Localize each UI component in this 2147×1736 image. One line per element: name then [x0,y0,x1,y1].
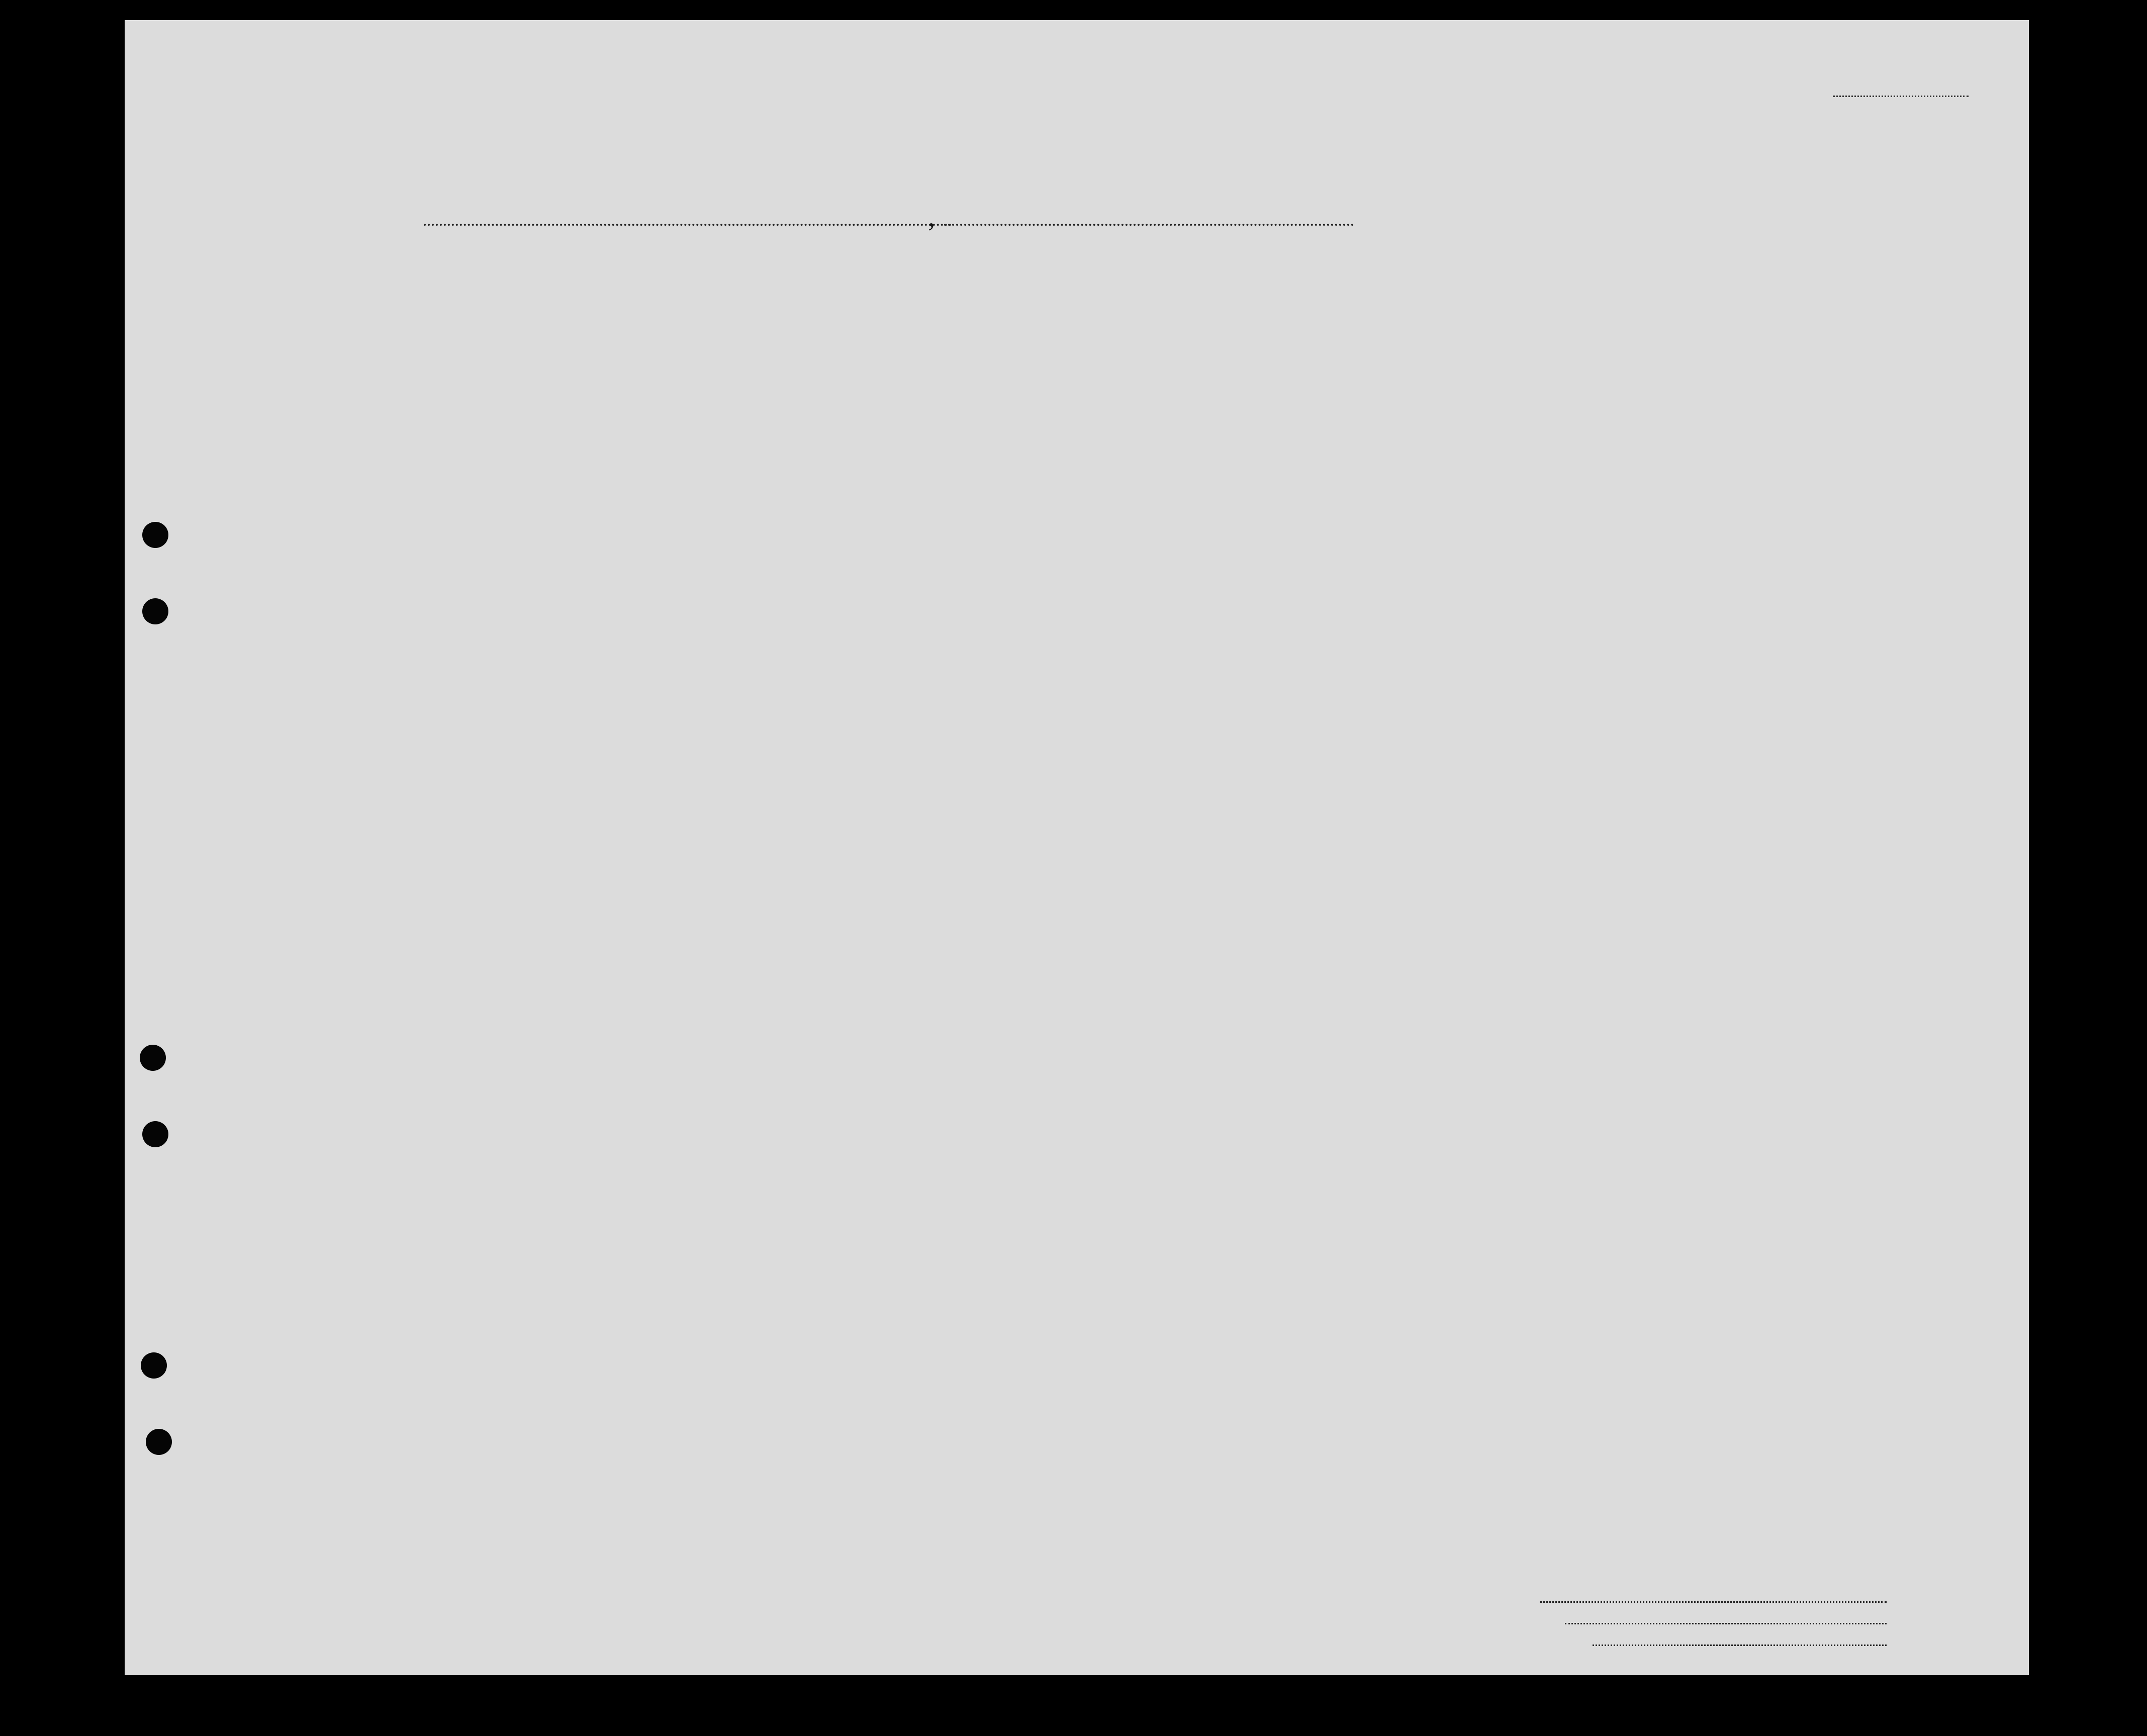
col-25-header [1533,312,1575,417]
punch-hole [142,1121,168,1147]
owners-underline [1565,1623,1887,1624]
punch-hole [142,522,168,548]
punch-hole [141,1352,167,1379]
col-29-header [1684,312,1710,417]
col-28-header [1634,312,1680,417]
col-24-b [1468,334,1498,417]
col-24-c [1499,334,1529,417]
col-24-a [1425,334,1467,417]
line-underline [1540,1601,1887,1603]
punch-hole [146,1429,172,1455]
manifest-sheet [125,20,2029,1675]
comma-1: , [928,202,935,233]
local-agents-underline [1593,1644,1887,1646]
col-30-header [1714,312,1733,417]
punch-hole [140,1045,166,1071]
col-31-header [1737,312,1756,417]
manifest-grid [125,20,2029,1675]
punch-hole [142,598,168,624]
